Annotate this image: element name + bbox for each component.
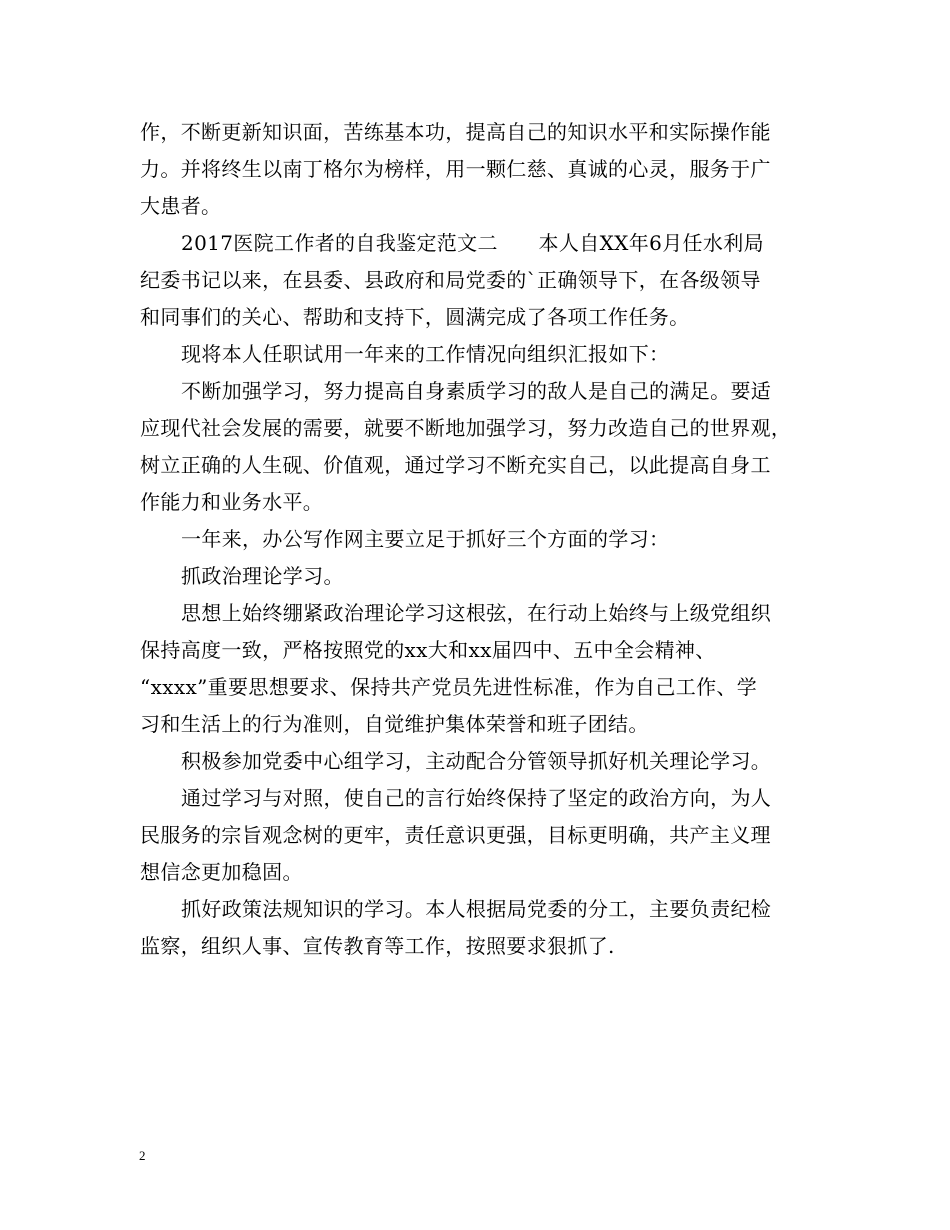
- text-line: 一年来，办公写作网主要立足于抓好三个方面的学习：: [181, 527, 670, 551]
- text-line: 积极参加党委中心组学习，主动配合分管领导抓好机关理论学习。: [181, 749, 772, 773]
- text-line: 力。并将终生以南丁格尔为榜样，用一颗仁慈、真诚的心灵，服务于广: [140, 157, 771, 181]
- text-line: 不断加强学习，努力提高自身素质学习的敌人是自己的满足。要适: [181, 379, 772, 403]
- text-line: 保持高度一致，严格按照党的xx大和xx届四中、五中全会精神、: [140, 638, 716, 662]
- text-line: 监察，组织人事、宣传教育等工作，按照要求狠抓了.: [140, 934, 615, 958]
- text-line: 大患者。: [140, 194, 222, 218]
- text-line: 纪委书记以来，在县委、县政府和局党委的`正确领导下，在各级领导: [140, 268, 761, 292]
- text-line: 思想上始终绷紧政治理论学习这根弦，在行动上始终与上级党组织: [181, 601, 772, 625]
- text-line: 2017医院工作者的自我鉴定范文二 本人自XX年6月任水利局: [181, 231, 764, 255]
- text-line: 和同事们的关心、帮助和支持下，圆满完成了各项工作任务。: [140, 305, 690, 329]
- text-line: “xxxx”重要思想要求、保持共产党员先进性标准，作为自己工作、学: [140, 675, 758, 699]
- text-line: 想信念更加稳固。: [140, 860, 303, 884]
- page-number: 2: [139, 1148, 146, 1163]
- text-line: 作，不断更新知识面，苦练基本功，提高自己的知识水平和实际操作能: [140, 120, 771, 144]
- text-line: 抓政治理论学习。: [181, 564, 344, 588]
- text-line: 民服务的宗旨观念树的更牢，责任意识更强，目标更明确，共产主义理: [140, 823, 771, 847]
- text-line: 习和生活上的行为准则，自觉维护集体荣誉和班子团结。: [140, 712, 649, 736]
- text-line: 通过学习与对照，使自己的言行始终保持了坚定的政治方向，为人: [181, 786, 772, 810]
- text-line: 树立正确的人生砚、价值观，通过学习不断充实自己，以此提高自身工: [140, 453, 771, 477]
- text-line: 现将本人任职试用一年来的工作情况向组织汇报如下：: [181, 342, 670, 366]
- text-line: 作能力和业务水平。: [140, 490, 324, 514]
- text-line: 抓好政策法规知识的学习。本人根据局党委的分工，主要负责纪检: [181, 897, 772, 921]
- text-line: 应现代社会发展的需要，就要不断地加强学习，努力改造自己的世界观，: [140, 416, 792, 440]
